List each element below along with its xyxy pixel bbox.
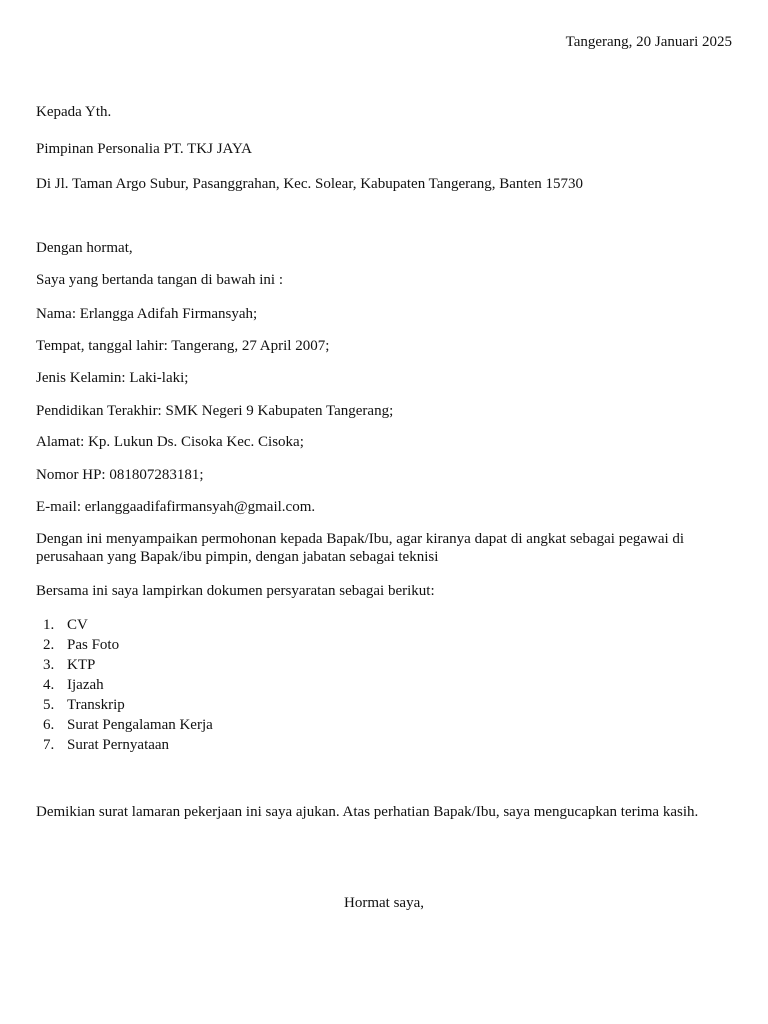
list-item [36,696,213,716]
list-item-label: CV [67,617,88,633]
recipient-address: Di Jl. Taman Argo Subur, Pasanggrahan, Kec. Solear, Kabupaten Tangerang, Banten 15730 [36,176,583,192]
list-item-number: 2. [43,637,55,653]
personal-education: Pendidikan Terakhir: SMK Negeri 9 Kabupaten Tangerang; [36,403,394,419]
list-item [36,656,213,676]
personal-email: E-mail: erlanggaadifafirmansyah@gmail.com. [36,499,316,515]
list-item-number: 3. [43,657,55,673]
greeting: Dengan hormat, [36,240,133,256]
personal-phone: Nomor HP: 081807283181; [36,467,204,483]
recipient-salutation: Kepada Yth. [36,104,112,120]
list-item-label: Surat Pengalaman Kerja [67,717,213,733]
recipient-name: Pimpinan Personalia PT. TKJ JAYA [36,141,252,157]
letter-date: Tangerang, 20 Januari 2025 [565,34,732,50]
list-item-label: Surat Pernyataan [67,737,170,753]
personal-birth: Tempat, tanggal lahir: Tangerang, 27 April 2007; [36,338,330,354]
list-item [36,716,213,736]
conclusion-paragraph: Demikian surat lamaran pekerjaan ini saya ajukan. Atas perhatian Bapak/Ibu, saya mengucapkan terima kasih. [36,804,699,820]
list-item-number: 6. [43,717,55,733]
list-item-label: KTP [67,657,96,673]
list-item-label: Pas Foto [67,637,120,653]
list-item [36,636,213,656]
list-item-label: Transkrip [67,697,125,713]
list-item [36,616,213,636]
list-item-number: 4. [43,677,55,693]
intro-text: Saya yang bertanda tangan di bawah ini : [36,272,284,288]
attachments-intro: Bersama ini saya lampirkan dokumen persyaratan sebagai berikut: [36,583,435,599]
list-item-number: 5. [43,697,55,713]
personal-gender: Jenis Kelamin: Laki-laki; [36,370,189,386]
closing-text: Hormat saya, [344,895,424,911]
list-item-number: 1. [43,617,55,633]
list-item [36,736,213,756]
request-paragraph: Dengan ini menyampaikan permohonan kepada Bapak/Ibu, agar kiranya dapat di angkat sebagai pegawai di perusahaan yang Bapak/ibu pimpin, dengan jabatan sebagai teknisi [36,531,685,565]
list-item-number: 7. [43,737,55,753]
personal-name: Nama: Erlangga Adifah Firmansyah; [36,306,258,322]
personal-address: Alamat: Kp. Lukun Ds. Cisoka Kec. Cisoka; [36,434,304,450]
attachments-list [36,616,213,756]
list-item [36,676,213,696]
list-item-label: Ijazah [67,677,104,693]
